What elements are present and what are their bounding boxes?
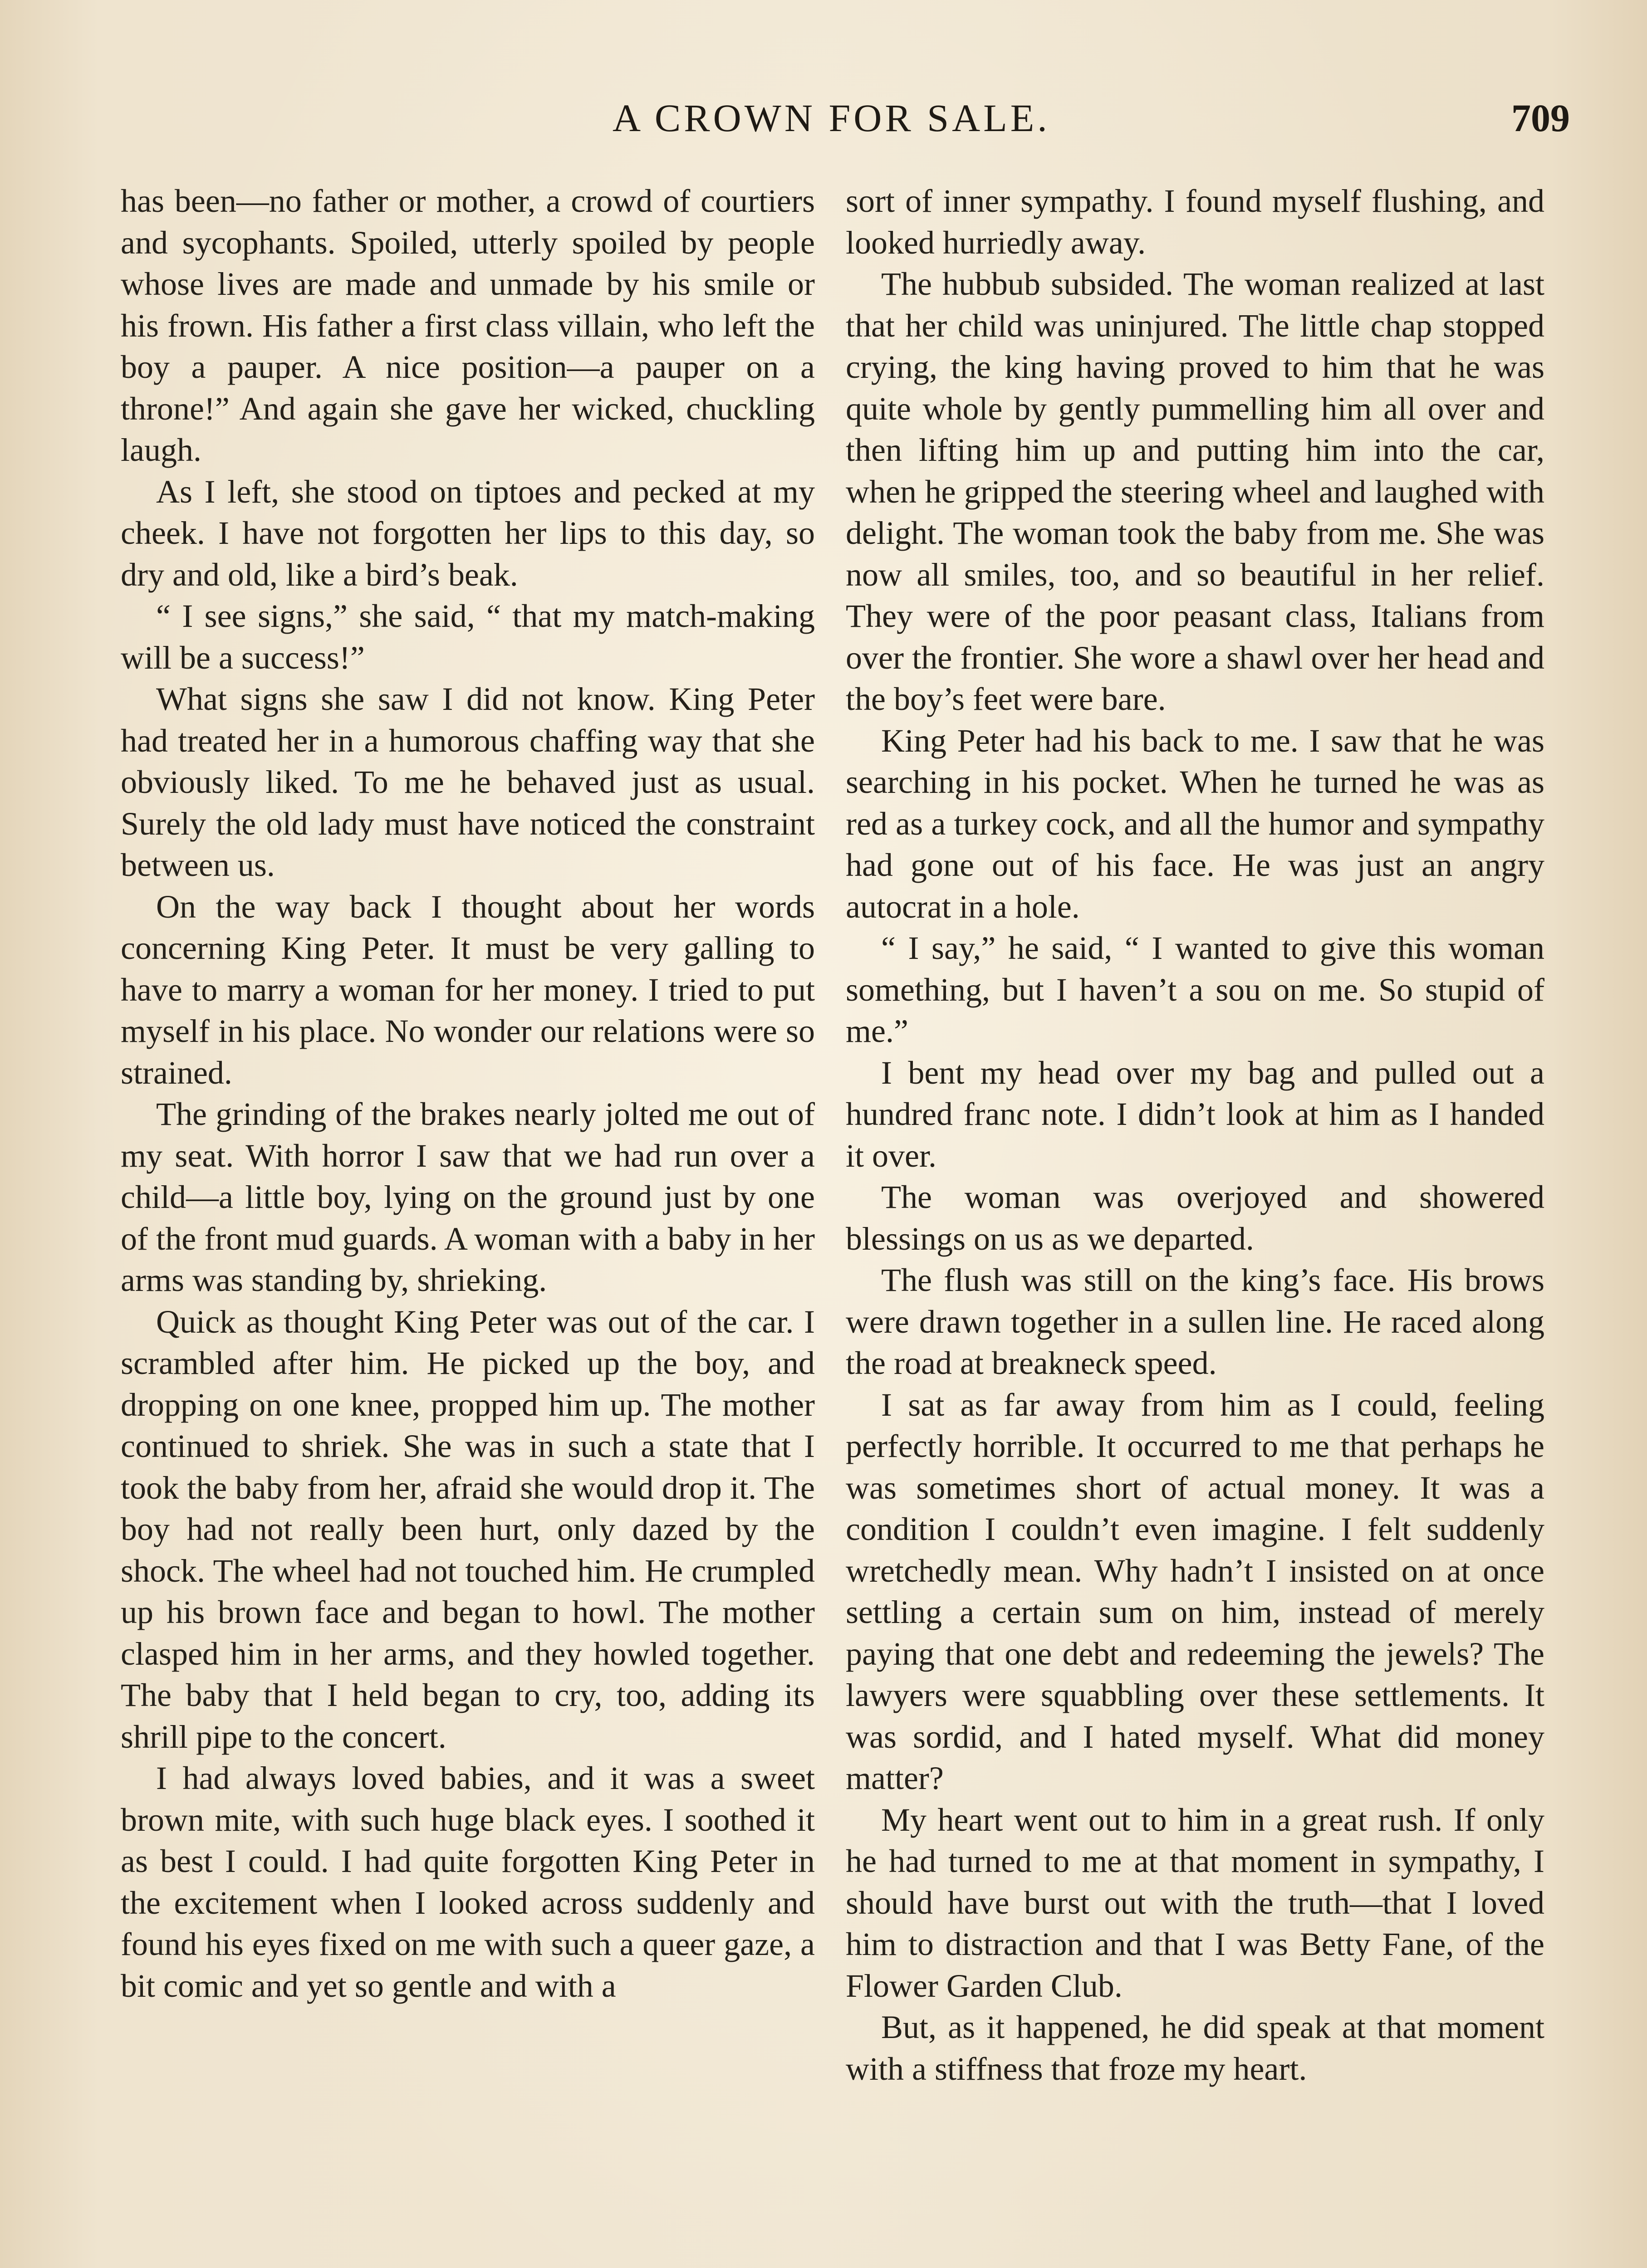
paragraph: I had always loved babies, and it was a sweet brown mite, with such huge black eyes. I soothed it as best I could. I had quite forgotten King Peter in the excitement when I looked across suddenly and found his eyes fixed on me with such a queer gaze, a bit comic and yet so gentle and with a bbox=[121, 1760, 815, 2004]
paragraph: The flush was still on the king’s face. His brows were drawn together in a sullen line. He raced along the road at breakneck speed. bbox=[846, 1262, 1544, 1381]
running-title: A CROWN FOR SALE. bbox=[613, 96, 1050, 140]
paragraph: I sat as far away from him as I could, feeling perfectly horrible. It occurred to me that perhaps he was sometimes short of actual money. It was a condition I couldn’t even imagine. I felt suddenly wretchedly mean. Why hadn’t I insisted on at once settling a certain sum on him, instead of merely paying that one debt and redeeming the jewels? The lawyers were squabbling over these settlements. It was sordid, and I hated myself. What did money matter? bbox=[846, 1386, 1544, 1796]
paragraph: The hubbub subsided. The woman realized at last that her child was uninjured. The little chap stopped crying, the king having proved to him that he was quite whole by gently pummelling him all over and then lifting him up and putting him into the car, when he gripped the steering wheel and laughed with delight. The woman took the baby from me. She was now all smiles, too, and so beautiful in her relief. They were of the poor peasant class, Italians from over the frontier. She wore a shawl over her head and the boy’s feet were bare. bbox=[846, 266, 1544, 717]
paragraph: Quick as thought King Peter was out of the car. I scrambled after him. He picked up the boy, and dropping on one knee, propped him up. The mother continued to shriek. She was in such a state that I took the baby from her, afraid she would drop it. The boy had not really been hurt, only dazed by the shock. The wheel had not touched him. He crumpled up his brown face and began to howl. The mother clasped him in her arms, and they howled together. The baby that I held began to cry, too, adding its shrill pipe to the concert. bbox=[121, 1303, 815, 1755]
paragraph: The grinding of the brakes nearly jolted me out of my seat. With horror I saw that we had run over a child—a little boy, lying on the ground just by one of the front mud guards. A woman with a baby in her arms was standing by, shrieking. bbox=[121, 1096, 815, 1298]
paragraph: As I left, she stood on tiptoes and pecked at my cheek. I have not forgotten her lips to this day, so dry and old, like a bird’s beak. bbox=[121, 473, 815, 593]
paragraph: The woman was overjoyed and showered blessings on us as we departed. bbox=[846, 1179, 1544, 1257]
page-header bbox=[613, 95, 1570, 150]
paragraph: On the way back I thought about her words concerning King Peter. It must be very galling to have to marry a woman for her money. I tried to put myself in his place. No wonder our relations were so strained. bbox=[121, 888, 815, 1091]
paragraph: What signs she saw I did not know. King Peter had treated her in a humorous chaffing way that she obviously liked. To me he behaved just as usual. Surely the old lady must have noticed the constraint between us. bbox=[121, 681, 815, 883]
paragraph: has been—no father or mother, a crowd of courtiers and sycophants. Spoiled, utterly spoiled by people whose lives are made and unmade by his smile or his frown. His father a first class villain, who left the boy a pauper. A nice position—a pauper on a throne!” And again she gave her wicked, chuckling laugh. bbox=[121, 183, 815, 468]
paragraph: King Peter had his back to me. I saw that he was searching in his pocket. When he turned he was as red as a turkey cock, and all the humor and sympathy had gone out of his face. He was just an angry autocrat in a hole. bbox=[846, 722, 1544, 925]
paragraph: My heart went out to him in a great rush. If only he had turned to me at that moment in sympathy, I should have burst out with the truth—that I loved him to distraction and that I was Betty Fane, of the Flower Garden Club. bbox=[846, 1801, 1544, 2004]
right-column bbox=[846, 181, 1544, 2090]
paragraph: “ I see signs,” she said, “ that my match-making will be a success!” bbox=[121, 598, 815, 676]
left-column bbox=[121, 181, 815, 2007]
paragraph: “ I say,” he said, “ I wanted to give this woman something, but I haven’t a sou on me. So stupid of me.” bbox=[846, 930, 1544, 1049]
paragraph: sort of inner sympathy. I found myself flushing, and looked hurriedly away. bbox=[846, 183, 1544, 261]
paragraph: I bent my head over my bag and pulled out a hundred franc note. I didn’t look at him as I handed it over. bbox=[846, 1054, 1544, 1174]
page-number: 709 bbox=[1511, 96, 1570, 140]
paragraph: But, as it happened, he did speak at that moment with a stiffness that froze my heart. bbox=[846, 2009, 1544, 2087]
